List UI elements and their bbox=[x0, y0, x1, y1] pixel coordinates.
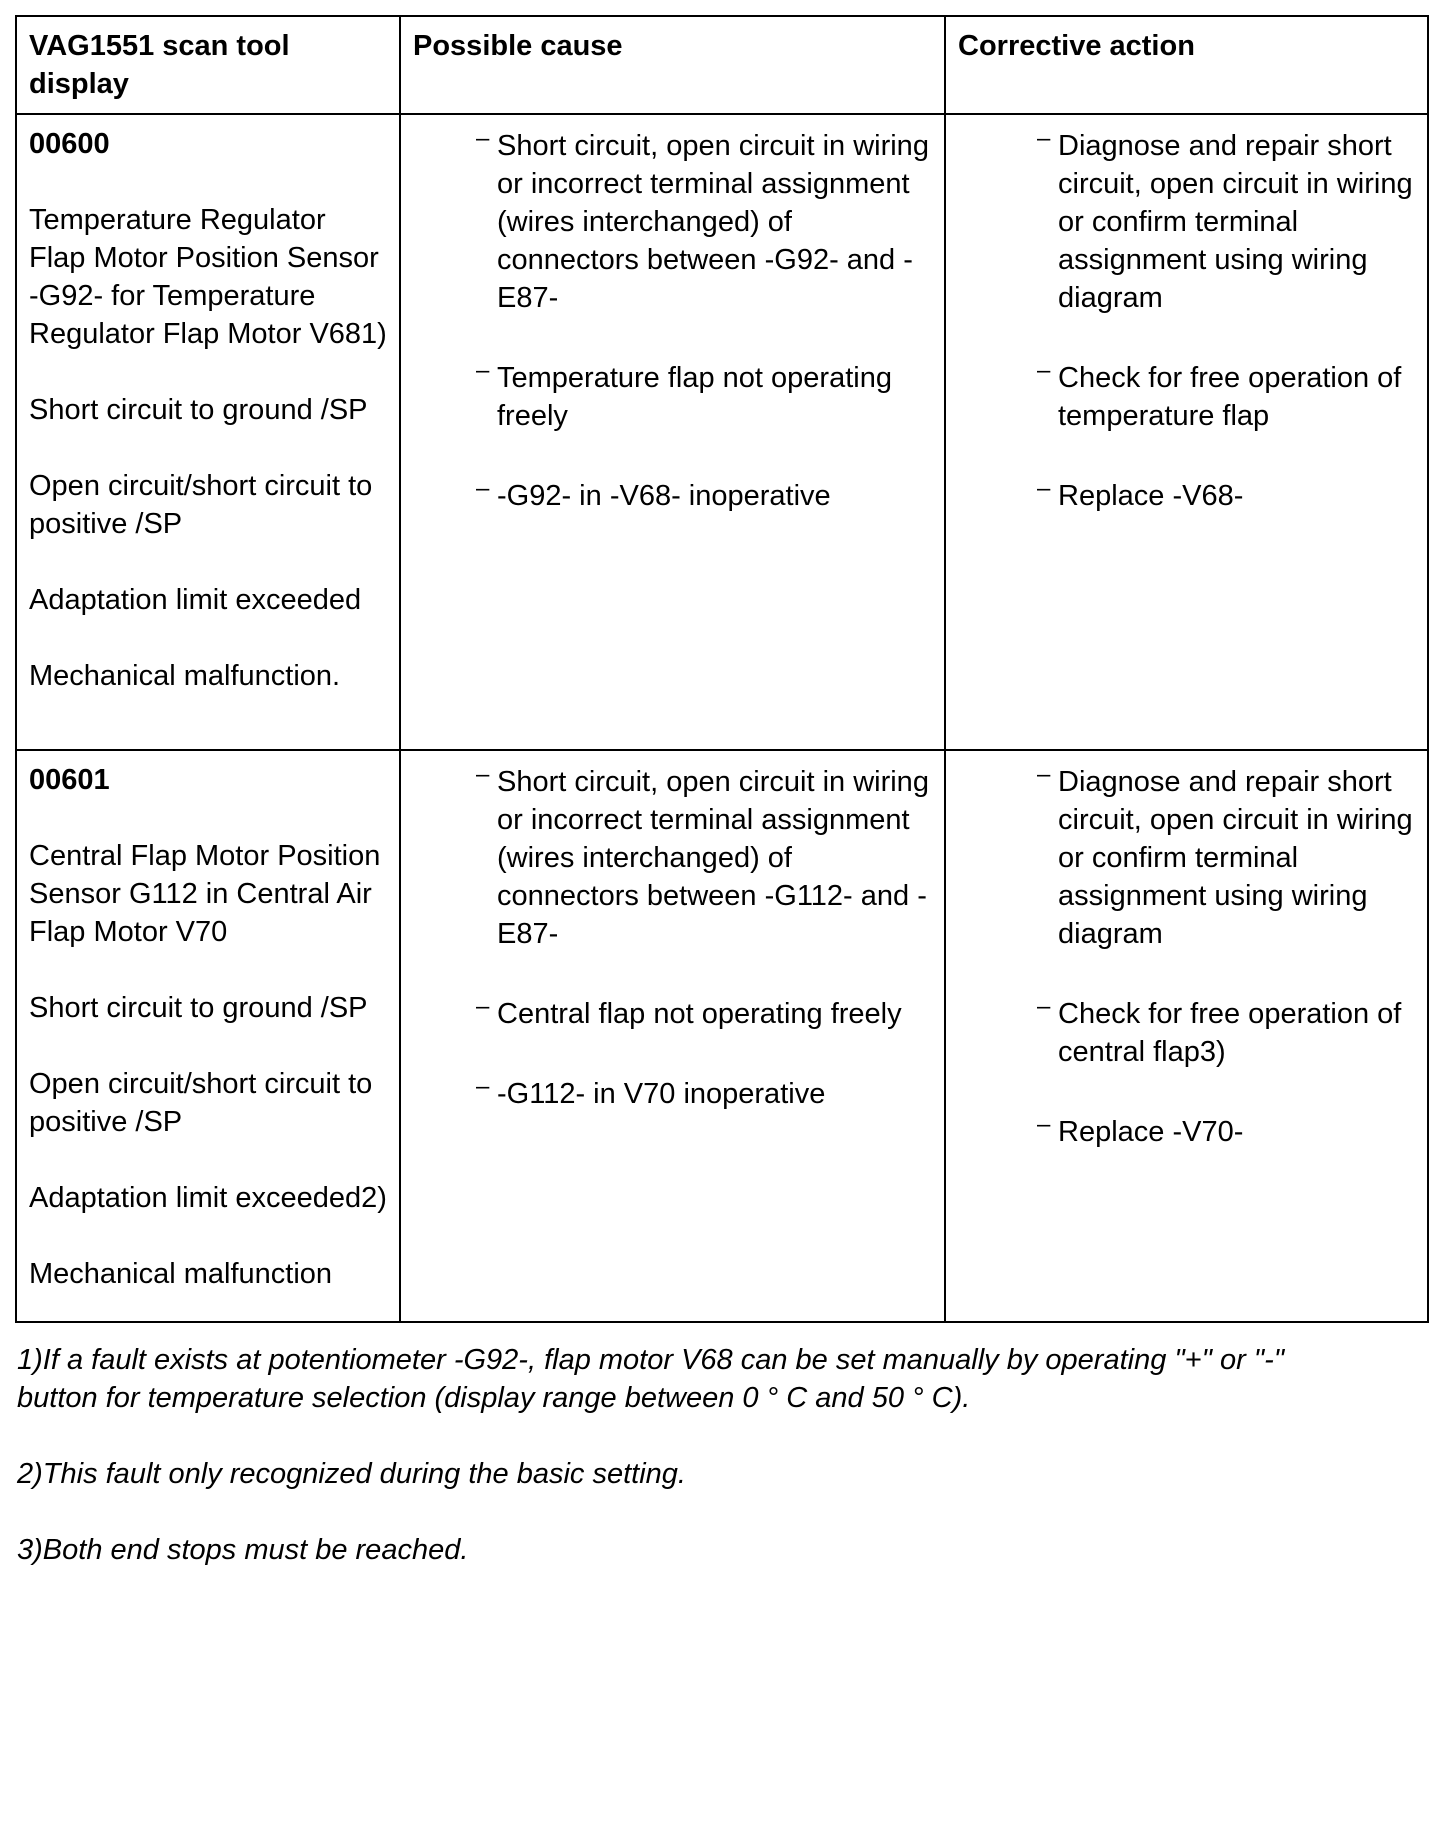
cause-text: Central flap not operating freely bbox=[497, 998, 902, 1030]
footnotes bbox=[15, 1341, 1427, 1569]
cause-cell bbox=[400, 750, 945, 1322]
table-header-row bbox=[16, 16, 1428, 114]
fault-code: 00600 bbox=[29, 128, 110, 160]
action-text: Check for free operation of temperature flap bbox=[1058, 362, 1402, 432]
cause-text: -G92- in -V68- inoperative bbox=[497, 480, 831, 512]
action-text: Check for free operation of central flap3) bbox=[1058, 998, 1402, 1068]
list-item bbox=[401, 127, 936, 317]
list-item bbox=[401, 763, 936, 953]
action-list bbox=[946, 763, 1419, 1151]
list-item bbox=[946, 127, 1419, 317]
fault-description: Mechanical malfunction. bbox=[29, 660, 341, 692]
action-text: Diagnose and repair short circuit, open circuit in wiring or confirm terminal assignment using wiring diagram bbox=[1058, 766, 1413, 950]
cause-cell bbox=[400, 114, 945, 750]
dash-bullet-icon: – bbox=[476, 475, 490, 502]
table-row bbox=[16, 750, 1428, 1322]
dash-bullet-icon: – bbox=[476, 357, 490, 384]
cause-list bbox=[401, 127, 936, 515]
list-item bbox=[946, 763, 1419, 953]
fault-code-table bbox=[15, 15, 1429, 1323]
fault-description: Open circuit/short circuit to positive /SP bbox=[29, 470, 373, 540]
fault-description: Short circuit to ground /SP bbox=[29, 394, 368, 426]
header-possible-cause: Possible cause bbox=[400, 16, 945, 114]
dash-bullet-icon: – bbox=[476, 761, 490, 788]
document-page bbox=[15, 15, 1427, 1607]
table-row bbox=[16, 114, 1428, 750]
footnote-1: 1)If a fault exists at potentiometer -G92-, flap motor V68 can be set manually by operating "+" or "-" button for temperature selection (display range between 0 ° C and 50 ° C). bbox=[17, 1344, 1285, 1414]
cause-list bbox=[401, 763, 936, 1113]
action-text: Diagnose and repair short circuit, open circuit in wiring or confirm terminal assignment using wiring diagram bbox=[1058, 130, 1413, 314]
fault-description: Adaptation limit exceeded bbox=[29, 584, 362, 616]
dash-bullet-icon: – bbox=[476, 125, 490, 152]
cause-text: Short circuit, open circuit in wiring or incorrect terminal assignment (wires interchanged) of connectors between -G112- and -E87- bbox=[497, 766, 929, 950]
display-cell bbox=[16, 114, 400, 750]
list-item bbox=[946, 995, 1419, 1071]
list-item bbox=[401, 359, 936, 435]
footnote-3: 3)Both end stops must be reached. bbox=[17, 1534, 469, 1566]
dash-bullet-icon: – bbox=[1037, 761, 1051, 788]
display-cell bbox=[16, 750, 400, 1322]
action-list bbox=[946, 127, 1419, 515]
dash-bullet-icon: – bbox=[1037, 125, 1051, 152]
dash-bullet-icon: – bbox=[476, 993, 490, 1020]
list-item bbox=[401, 477, 936, 515]
fault-description: Open circuit/short circuit to positive /SP bbox=[29, 1068, 373, 1138]
fault-description: Adaptation limit exceeded2) bbox=[29, 1182, 387, 1214]
action-cell bbox=[945, 114, 1428, 750]
cause-text: Short circuit, open circuit in wiring or incorrect terminal assignment (wires interchanged) of connectors between -G92- and -E87- bbox=[497, 130, 929, 314]
list-item bbox=[946, 359, 1419, 435]
list-item bbox=[401, 1075, 936, 1113]
dash-bullet-icon: – bbox=[1037, 1111, 1051, 1138]
action-text: Replace -V68- bbox=[1058, 480, 1244, 512]
cause-text: Temperature flap not operating freely bbox=[497, 362, 892, 432]
fault-description: Short circuit to ground /SP bbox=[29, 992, 368, 1024]
list-item bbox=[946, 477, 1419, 515]
dash-bullet-icon: – bbox=[1037, 993, 1051, 1020]
dash-bullet-icon: – bbox=[476, 1073, 490, 1100]
list-item bbox=[401, 995, 936, 1033]
fault-code: 00601 bbox=[29, 764, 110, 796]
dash-bullet-icon: – bbox=[1037, 475, 1051, 502]
fault-description: Central Flap Motor Position Sensor G112 in Central Air Flap Motor V70 bbox=[29, 840, 381, 948]
fault-description: Temperature Regulator Flap Motor Position Sensor -G92- for Temperature Regulator Flap Motor V681) bbox=[29, 204, 387, 350]
dash-bullet-icon: – bbox=[1037, 357, 1051, 384]
header-corrective-action: Corrective action bbox=[945, 16, 1428, 114]
action-cell bbox=[945, 750, 1428, 1322]
footnote-2: 2)This fault only recognized during the basic setting. bbox=[17, 1458, 686, 1490]
cause-text: -G112- in V70 inoperative bbox=[497, 1078, 826, 1110]
list-item bbox=[946, 1113, 1419, 1151]
header-scan-tool-display: VAG1551 scan tool display bbox=[16, 16, 400, 114]
fault-description: Mechanical malfunction bbox=[29, 1258, 333, 1290]
action-text: Replace -V70- bbox=[1058, 1116, 1244, 1148]
